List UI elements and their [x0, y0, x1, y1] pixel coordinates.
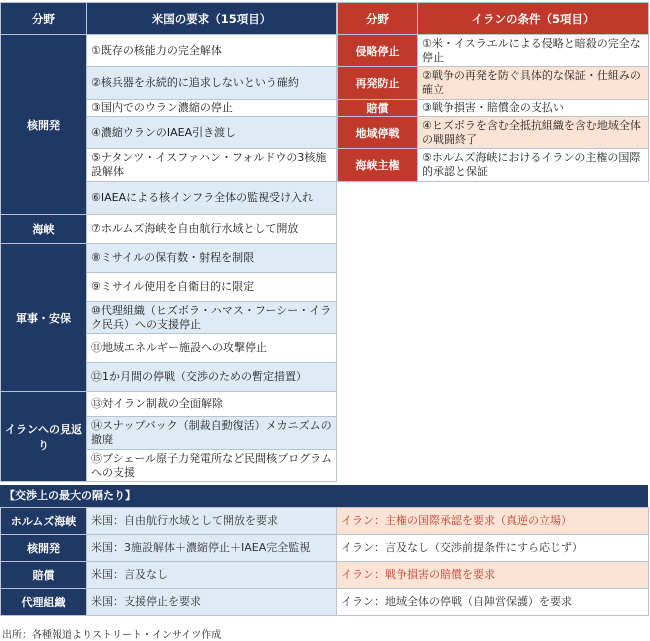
us-item-6: ⑥IAEAによる核インフラ全体の監視受け入れ: [87, 182, 337, 215]
iran-header-field: 分野: [338, 3, 418, 35]
iran-category-2: 再発防止: [338, 67, 418, 100]
us-item-10: ⑩代理組織（ヒズボラ・ハマス・フーシー・イラク民兵）への支援停止: [87, 302, 337, 334]
gap-iran-proxies: イラン：地域全体の停戦（自陣営保護）を要求: [337, 589, 649, 616]
us-item-4: ④濃縮ウランのIAEA引き渡し: [87, 117, 337, 149]
iran-item-1: ①米・イスラエルによる侵略と暗殺の完全な停止: [418, 35, 649, 67]
us-item-9: ⑨ミサイル使用を自衛目的に限定: [87, 273, 337, 302]
us-item-3: ③国内でのウラン濃縮の停止: [87, 100, 337, 117]
iran-conditions-table: [337, 2, 649, 182]
gap-iran-reparations: イラン：戦争損害の賠償を要求: [337, 562, 649, 589]
us-category-nuclear: 核開発: [1, 35, 87, 215]
gap-us-reparations: 米国：言及なし: [87, 562, 337, 589]
us-item-14: ⑭スナップバック（制裁自動復活）メカニズムの撤廃: [87, 417, 337, 450]
gap-category-strait: ホルムズ海峡: [1, 508, 87, 535]
us-item-8: ⑧ミサイルの保有数・射程を制限: [87, 244, 337, 273]
us-category-strait: 海峡: [1, 215, 87, 244]
iran-item-3: ③戦争損害・賠償金の支払い: [418, 100, 649, 117]
iran-item-2: ②戦争の再発を防ぐ具体的な保証・仕組みの確立: [418, 67, 649, 100]
iran-category-1: 侵略停止: [338, 35, 418, 67]
iran-item-4: ④ヒズボラを含む全抵抗組織を含む地域全体の戦闘終了: [418, 117, 649, 149]
iran-header-title: イランの条件（5項目）: [418, 3, 649, 35]
iran-item-5: ⑤ホルムズ海峡におけるイランの主権の国際的承認と保証: [418, 149, 649, 182]
us-item-13: ⑬対イラン制裁の全面解除: [87, 392, 337, 417]
us-header-field: 分野: [1, 3, 87, 35]
gap-category-proxies: 代理組織: [1, 589, 87, 616]
gap-iran-strait: イラン：主権の国際承認を要求（真逆の立場）: [337, 508, 649, 535]
us-item-11: ⑪地域エネルギー施設への攻撃停止: [87, 334, 337, 363]
iran-category-5: 海峡主権: [338, 149, 418, 182]
us-demands-table: [0, 2, 337, 482]
us-category-reward: イランへの見返り: [1, 392, 87, 482]
us-item-5: ⑤ナタンツ・イスファハン・フォルドウの3核施設解体: [87, 149, 337, 182]
us-category-military: 軍事・安保: [1, 244, 87, 392]
gap-category-reparations: 賠償: [1, 562, 87, 589]
iran-category-4: 地域停戦: [338, 117, 418, 149]
gap-section-title: 【交渉上の最大の隔たり】: [0, 485, 648, 507]
gap-category-nuclear: 核開発: [1, 535, 87, 562]
gap-us-nuclear: 米国：3施設解体＋濃縮停止＋IAEA完全監視: [87, 535, 337, 562]
us-header-title: 米国の要求（15項目）: [87, 3, 337, 35]
us-item-7: ⑦ホルムズ海峡を自由航行水域として開放: [87, 215, 337, 244]
gap-us-strait: 米国：自由航行水域として開放を要求: [87, 508, 337, 535]
us-item-15: ⑮ブシェール原子力発電所など民間核プログラムへの支援: [87, 450, 337, 482]
source-note: 出所：各種報道よりストリート・インサイツ作成: [2, 630, 222, 641]
gap-table: [0, 507, 649, 616]
gap-iran-nuclear: イラン：言及なし（交渉前提条件にすら応じず）: [337, 535, 649, 562]
iran-category-3: 賠償: [338, 100, 418, 117]
us-item-1: ①既存の核能力の完全解体: [87, 35, 337, 67]
gap-us-proxies: 米国：支援停止を要求: [87, 589, 337, 616]
us-item-2: ②核兵器を永続的に追求しないという確約: [87, 67, 337, 100]
us-item-12: ⑫1か月間の停戦（交渉のための暫定措置）: [87, 363, 337, 392]
